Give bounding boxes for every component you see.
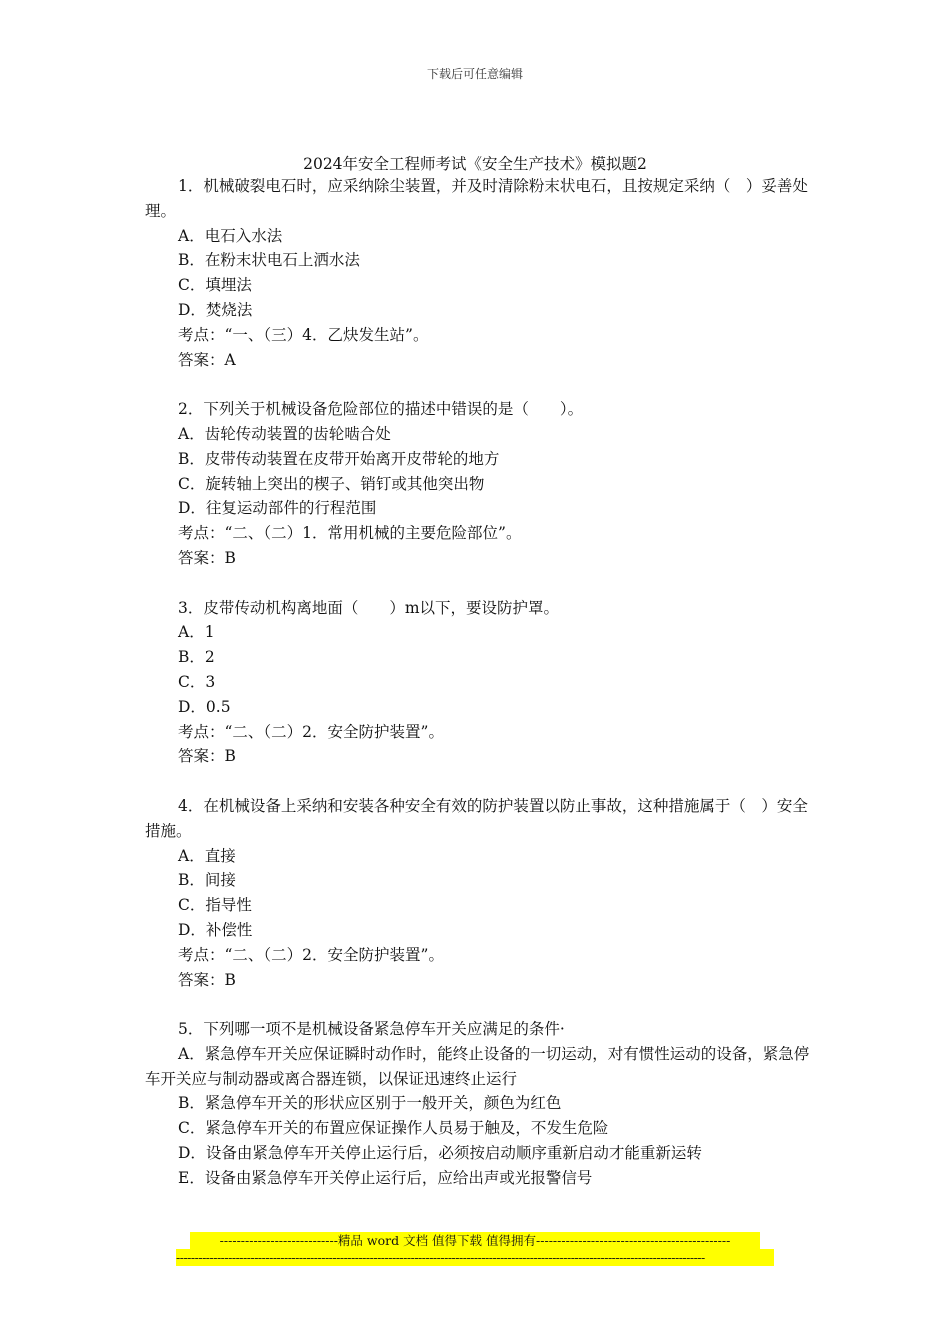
question-4 — [145, 794, 810, 992]
exam-point: 考点：“二、（二）2．安全防护装置”。 — [178, 722, 444, 741]
option-a: A．齿轮传动装置的齿轮啮合处 — [178, 424, 391, 443]
question-3 — [145, 596, 810, 770]
option-d: D．0.5 — [178, 697, 231, 716]
question-2 — [145, 397, 810, 571]
answer: 答案：B — [178, 970, 236, 989]
option-d: D．设备由紧急停车开关停止运行后，必须按启动顺序重新启动才能重新运转 — [178, 1144, 702, 1163]
option-b: B．2 — [178, 648, 215, 667]
question-5 — [145, 1017, 810, 1191]
option-b: B．紧急停车开关的形状应区别于一般开关，颜色为红色 — [178, 1094, 562, 1113]
option-a: A．直接 — [178, 846, 236, 865]
option-a: A．紧急停车开关应保证瞬时动作时，能终止设备的一切运动，对有惯性运动的设备，紧急停车开关应与制动器或离合器连锁，以保证迅速终止运行 — [145, 1044, 810, 1088]
answer: 答案：A — [178, 350, 236, 369]
question-stem: 2．下列关于机械设备危险部位的描述中错误的是（ ）。 — [178, 400, 584, 419]
header-note: 下载后可任意编辑 — [426, 67, 523, 81]
option-a: A．1 — [178, 623, 215, 642]
option-b: B．间接 — [178, 871, 236, 890]
exam-point: 考点：“一、（三）4．乙炔发生站”。 — [178, 325, 429, 344]
exam-point: 考点：“二、（二）2．安全防护装置”。 — [178, 945, 444, 964]
option-d: D．焚烧法 — [178, 300, 253, 319]
option-c: C．3 — [178, 672, 216, 691]
question-stem: 3．皮带传动机构离地面（ ）m以下，要设防护罩。 — [178, 598, 560, 617]
document-body — [145, 174, 810, 1215]
option-d: D．补偿性 — [178, 920, 253, 939]
option-b: B．在粉末状电石上洒水法 — [178, 251, 360, 270]
option-b: B．皮带传动装置在皮带开始离开皮带轮的地方 — [178, 449, 500, 468]
option-c: C．指导性 — [178, 896, 252, 915]
footer-line-2: ---------------------------------------------------------------------------------------------------------------------------------------------- — [176, 1249, 774, 1266]
footer-banner — [0, 1232, 950, 1266]
option-c: C．填埋法 — [178, 276, 252, 295]
footer-line-1: ----------------------------精品 word 文档 值得下载 值得拥有---------------------------------------------- — [190, 1232, 760, 1249]
option-c: C．紧急停车开关的布置应保证操作人员易于触及，不发生危险 — [178, 1119, 609, 1138]
document-title: 2024年安全工程师考试《安全生产技术》模拟题2 — [303, 155, 647, 173]
exam-point: 考点：“二、（二）1．常用机械的主要危险部位”。 — [178, 524, 522, 543]
option-a: A．电石入水法 — [178, 226, 283, 245]
answer: 答案：B — [178, 548, 236, 567]
question-stem: 5．下列哪一项不是机械设备紧急停车开关应满足的条件· — [178, 1020, 565, 1039]
question-1 — [145, 174, 810, 372]
option-d: D．往复运动部件的行程范围 — [178, 499, 377, 518]
option-c: C．旋转轴上突出的楔子、销钉或其他突出物 — [178, 474, 485, 493]
question-stem: 1．机械破裂电石时，应采纳除尘装置，并及时清除粉末状电石，且按规定采纳（ ）妥善处理。 — [145, 177, 808, 220]
question-stem: 4．在机械设备上采纳和安装各种安全有效的防护装置以防止事故，这种措施属于（ ）安全措施。 — [145, 796, 808, 840]
answer: 答案：B — [178, 747, 236, 766]
option-e: E．设备由紧急停车开关停止运行后，应给出声或光报警信号 — [178, 1168, 593, 1187]
